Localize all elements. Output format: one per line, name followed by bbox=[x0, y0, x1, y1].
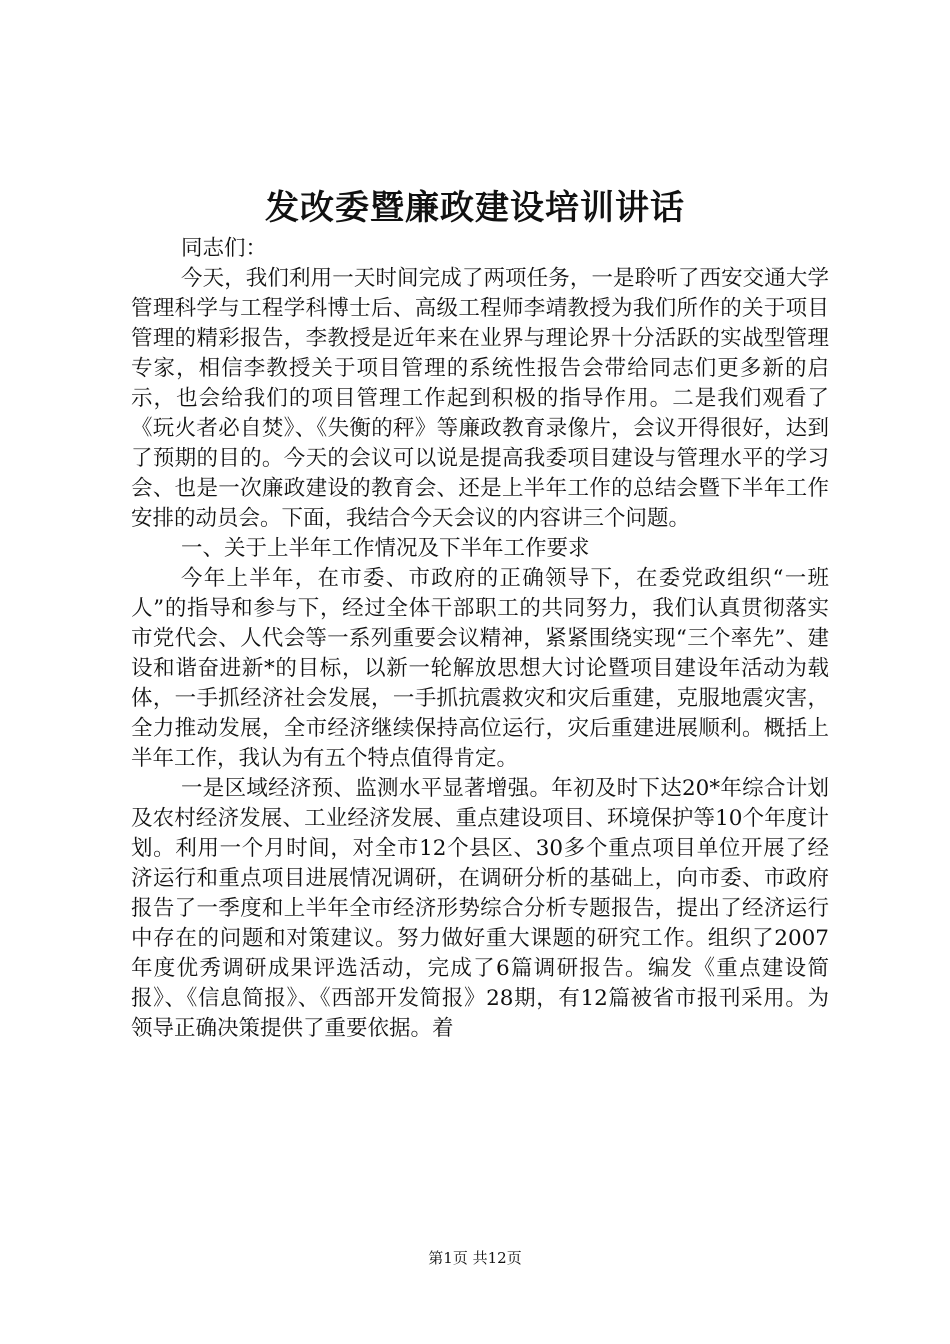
document-title: 发改委暨廉政建设培训讲话 bbox=[265, 188, 685, 228]
page-footer: 第1页 共12页 bbox=[428, 1249, 522, 1267]
paragraph-point-one: 一是区域经济预、监测水平显著增强。年初及时下达20*年综合计划及农村经济发展、工业经济发展、重点建设项目、环境保护等10个年度计划。利用一个月时间，对全市12个县区、30多个重点项目单位开展了经济运行和重点项目进展情况调研，在调研分析的基础上，向市委、市政府报告了一季度和上半年全市经济形势综合分析专题报告，提出了经济运行中存在的问题和对策建议。努力做好重大课题的研究工作。组织了2007年度优秀调研成果评选活动，完成了6篇调研报告。编发《重点建设简报》、《信息简报》、《西部开发简报》28期，有12篇被省市报刊采用。为领导正确决策提供了重要依据。着 bbox=[131, 776, 829, 1041]
salutation: 同志们： bbox=[181, 236, 268, 261]
paragraph-first-half-summary: 今年上半年，在市委、市政府的正确领导下，在委党政组织“一班人”的指导和参与下，经过全体干部职工的共同努力，我们认真贯彻落实市党代会、人代会等一系列重要会议精神，紧紧围绕实现“三个率先”、建设和谐奋进新*的目标，以新一轮解放思想大讨论暨项目建设年活动为载体，一手抓经济社会发展，一手抓抗震救灾和灾后重建，克服地震灾害，全力推动发展，全市经济继续保持高位运行，灾后重建进展顺利。概括上半年工作，我认为有五个特点值得肯定。 bbox=[131, 566, 829, 771]
document-body bbox=[131, 234, 829, 1044]
paragraph-intro: 今天，我们利用一天时间完成了两项任务，一是聆听了西安交通大学管理科学与工程学科博士后、高级工程师李靖教授为我们所作的关于项目管理的精彩报告，李教授是近年来在业界与理论界十分活跃的实战型管理专家，相信李教授关于项目管理的系统性报告会带给同志们更多新的启示，也会给我们的项目管理工作起到积极的指导作用。二是我们观看了《玩火者必自焚》、《失衡的秤》等廉政教育录像片，会议开得很好，达到了预期的目的。今天的会议可以说是提高我委项目建设与管理水平的学习会、也是一次廉政建设的教育会、还是上半年工作的总结会暨下半年工作安排的动员会。下面，我结合今天会议的内容讲三个问题。 bbox=[131, 266, 829, 531]
section-heading-1: 一、关于上半年工作情况及下半年工作要求 bbox=[181, 536, 590, 561]
